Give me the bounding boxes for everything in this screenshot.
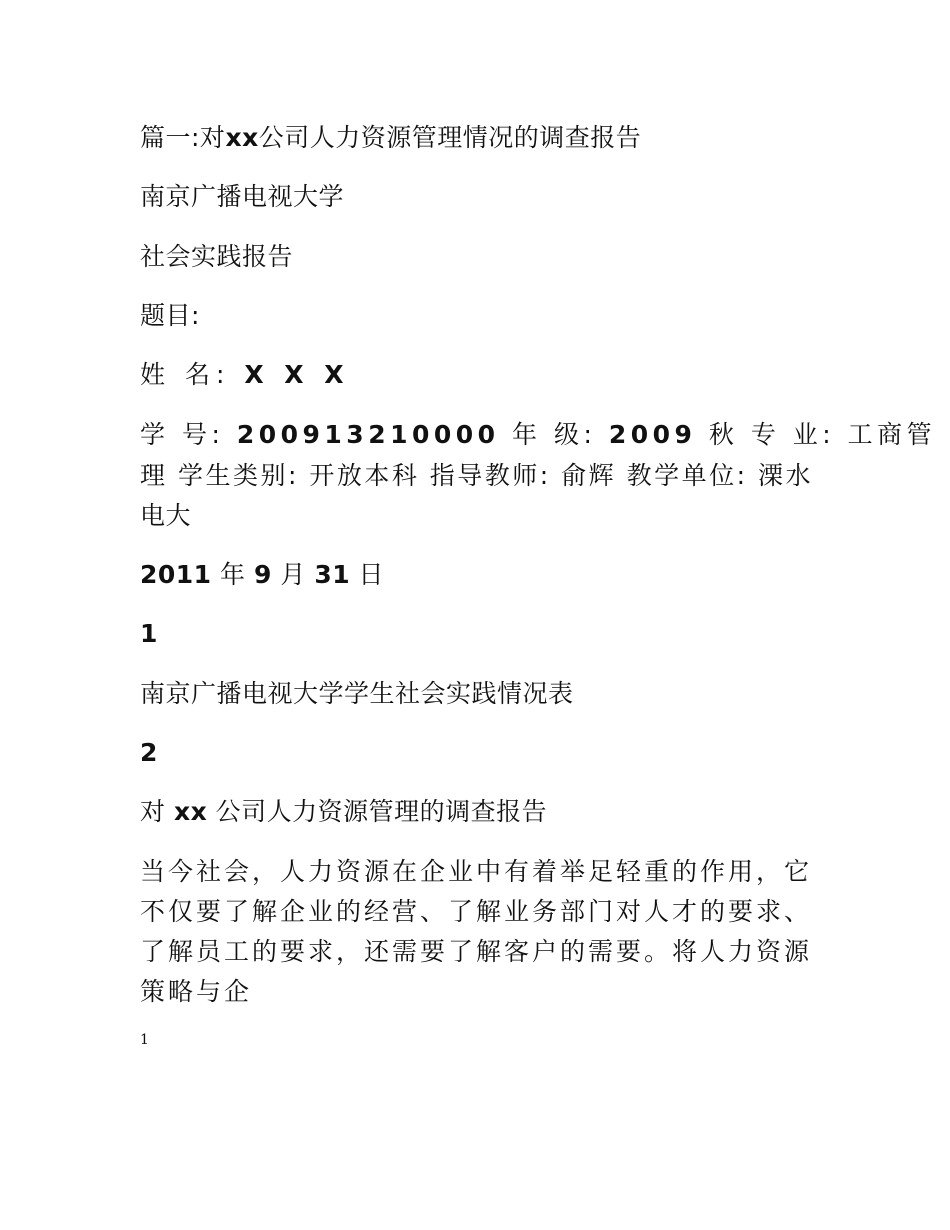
student-id-value: 200913210000 bbox=[236, 420, 500, 449]
date-day: 31 bbox=[314, 560, 351, 589]
university-name: 南京广播电视大学 bbox=[140, 182, 345, 211]
date-day-label: 日 bbox=[350, 560, 385, 589]
info-line-3: 电大 bbox=[140, 501, 192, 530]
page-number: 1 bbox=[140, 1032, 149, 1048]
date-year-label: 年 bbox=[211, 560, 254, 589]
report-title-suffix: 公司人力资源管理的调查报告 bbox=[207, 797, 548, 826]
document-heading bbox=[140, 118, 641, 158]
section-number-1: 1 bbox=[140, 619, 158, 648]
heading-company-placeholder: xx bbox=[225, 123, 259, 152]
report-title bbox=[140, 792, 547, 832]
grade-label: 年 级: bbox=[499, 420, 609, 449]
info-line-1 bbox=[140, 415, 936, 455]
date-year: 2011 bbox=[140, 560, 212, 589]
report-title-company: xx bbox=[173, 797, 208, 826]
body-line: 不仅要了解企业的经营、了解业务部门对人才的要求、 bbox=[140, 897, 813, 926]
report-type: 社会实践报告 bbox=[140, 242, 294, 271]
grade-value: 2009 bbox=[608, 420, 697, 449]
report-date bbox=[140, 555, 384, 595]
table-title: 南京广播电视大学学生社会实践情况表 bbox=[140, 679, 574, 708]
section-number-2: 2 bbox=[140, 738, 158, 767]
date-month-label: 月 bbox=[271, 560, 315, 589]
name-value: X X X bbox=[244, 360, 350, 389]
heading-prefix: 篇一:对 bbox=[140, 123, 226, 152]
body-line: 策略与企 bbox=[140, 977, 253, 1006]
student-name-line bbox=[140, 355, 350, 395]
name-label: 姓 名: bbox=[140, 360, 245, 389]
date-month: 9 bbox=[254, 560, 272, 589]
info-line-2: 理 学生类别: 开放本科 指导教师: 俞辉 教学单位: 溧水 bbox=[140, 461, 813, 490]
body-paragraph bbox=[140, 852, 813, 1012]
topic-label: 题目: bbox=[140, 301, 200, 330]
major-label: 秋 专 业: 工商管 bbox=[696, 420, 937, 449]
report-title-prefix: 对 bbox=[140, 797, 174, 826]
heading-suffix: 公司人力资源管理情况的调查报告 bbox=[258, 123, 642, 152]
body-line: 了解员工的要求，还需要了解客户的需要。将人力资源 bbox=[140, 937, 813, 966]
student-id-label: 学 号: bbox=[140, 420, 237, 449]
body-line: 当今社会，人力资源在企业中有着举足轻重的作用，它 bbox=[140, 857, 813, 886]
